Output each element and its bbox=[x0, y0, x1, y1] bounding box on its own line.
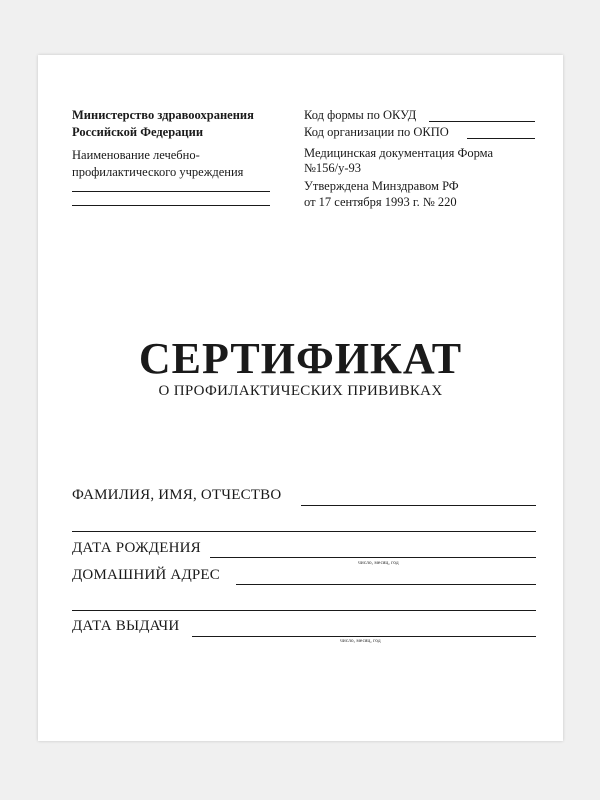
okpo-label: Код организации по ОКПО bbox=[304, 125, 449, 139]
certificate-page bbox=[38, 55, 563, 741]
birth-date-label: ДАТА РОЖДЕНИЯ bbox=[72, 540, 201, 556]
ministry-line-2: Российской Федерации bbox=[72, 125, 204, 139]
issue-date-hint: число, месяц, год bbox=[340, 638, 381, 644]
document-title: СЕРТИФИКАТ bbox=[138, 334, 463, 383]
doc-line-1: Медицинская документация Форма bbox=[304, 146, 494, 160]
approved-line-2: от 17 сентября 1993 г. № 220 bbox=[304, 195, 457, 209]
institution-line-1: Наименование лечебно- bbox=[72, 148, 200, 162]
home-address-line[interactable] bbox=[236, 584, 536, 585]
ministry-line-1: Министерство здравоохранения bbox=[72, 108, 254, 122]
okud-code-line[interactable] bbox=[429, 121, 535, 122]
doc-line-2: №156/у-93 bbox=[304, 161, 362, 175]
birth-date-hint: число, месяц, год bbox=[358, 560, 399, 566]
institution-name-line-2[interactable] bbox=[72, 205, 270, 206]
issue-date-line[interactable] bbox=[192, 636, 536, 637]
birth-date-line[interactable] bbox=[210, 557, 536, 558]
okpo-code-line[interactable] bbox=[467, 138, 535, 139]
issue-date-label: ДАТА ВЫДАЧИ bbox=[72, 618, 180, 634]
institution-name-line-1[interactable] bbox=[72, 191, 270, 192]
okud-label: Код формы по ОКУД bbox=[304, 108, 417, 122]
full-name-label: ФАМИЛИЯ, ИМЯ, ОТЧЕСТВО bbox=[72, 487, 282, 503]
document-subtitle: О ПРОФИЛАКТИЧЕСКИХ ПРИВИВКАХ bbox=[158, 383, 443, 399]
home-address-label: ДОМАШНИЙ АДРЕС bbox=[72, 567, 220, 583]
institution-line-2: профилактического учреждения bbox=[72, 165, 244, 179]
full-name-line[interactable] bbox=[301, 505, 536, 506]
full-name-line-2[interactable] bbox=[72, 531, 536, 532]
approved-line-1: Утверждена Минздравом РФ bbox=[304, 179, 459, 193]
home-address-line-2[interactable] bbox=[72, 610, 536, 611]
